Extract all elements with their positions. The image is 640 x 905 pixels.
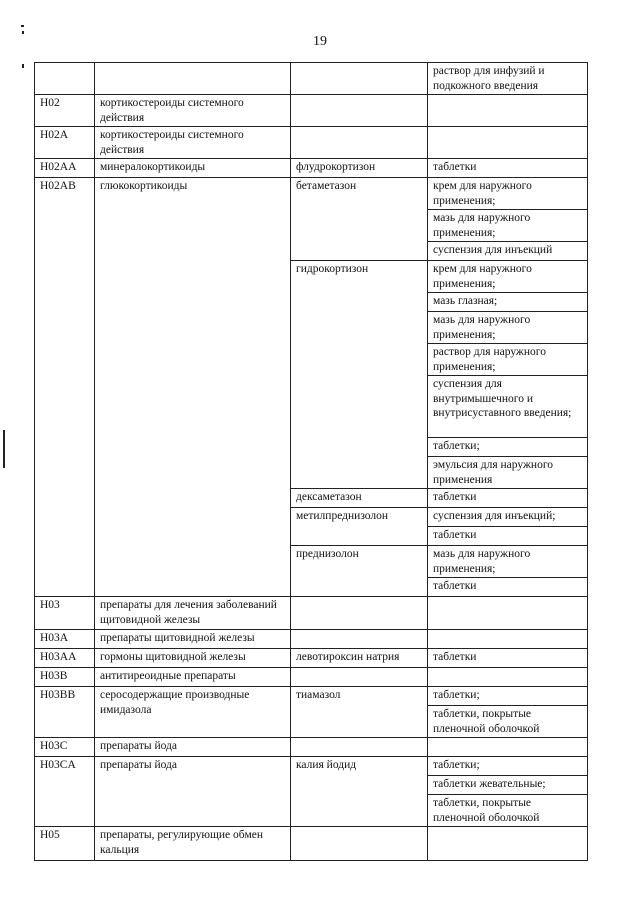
group-name-cell bbox=[95, 63, 291, 95]
group-name-cell: препараты, регулирующие обмен кальция bbox=[95, 827, 291, 861]
dosage-form-cell: крем для наружного применения; bbox=[428, 178, 588, 210]
atc-code-cell: H02 bbox=[35, 95, 95, 127]
drug-name-cell: калия йодид bbox=[291, 757, 428, 827]
drug-name-cell: преднизолон bbox=[291, 546, 428, 597]
dosage-form-cell: раствор для наружного применения; bbox=[428, 344, 588, 376]
dosage-form-cell: мазь для наружного применения; bbox=[428, 312, 588, 344]
drug-name-cell bbox=[291, 630, 428, 649]
dosage-form-cell: таблетки; bbox=[428, 757, 588, 776]
drug-name-cell bbox=[291, 63, 428, 95]
medication-table bbox=[34, 62, 588, 861]
dosage-form-cell: таблетки, покрытые пленочной оболочкой bbox=[428, 706, 588, 738]
scan-mark bbox=[3, 430, 5, 468]
dosage-form-cell bbox=[428, 95, 588, 127]
group-name-cell: глюкокортикоиды bbox=[95, 178, 291, 597]
dosage-form-cell: таблетки, покрытые пленочной оболочкой bbox=[428, 795, 588, 827]
atc-code-cell bbox=[35, 63, 95, 95]
group-name-cell: антитиреоидные препараты bbox=[95, 668, 291, 687]
drug-name-cell: гидрокортизон bbox=[291, 261, 428, 489]
atc-code-cell: H05 bbox=[35, 827, 95, 861]
dosage-form-cell bbox=[428, 827, 588, 861]
table-row bbox=[35, 649, 588, 668]
group-name-cell: кортикостероиды системного действия bbox=[95, 127, 291, 159]
dosage-form-cell bbox=[428, 668, 588, 687]
table-row bbox=[35, 597, 588, 630]
table-row bbox=[35, 95, 588, 127]
dosage-form-cell: мазь глазная; bbox=[428, 293, 588, 312]
dosage-form-cell: таблетки bbox=[428, 159, 588, 178]
table-row bbox=[35, 757, 588, 776]
drug-name-cell: бетаметазон bbox=[291, 178, 428, 261]
dosage-form-cell: таблетки; bbox=[428, 438, 588, 457]
dosage-form-cell: таблетки bbox=[428, 527, 588, 546]
dosage-form-cell: таблетки bbox=[428, 578, 588, 597]
dosage-form-cell: таблетки bbox=[428, 649, 588, 668]
atc-code-cell: H03C bbox=[35, 738, 95, 757]
dosage-form-cell: эмульсия для наружного применения bbox=[428, 457, 588, 489]
dosage-form-cell bbox=[428, 597, 588, 630]
group-name-cell: кортикостероиды системного действия bbox=[95, 95, 291, 127]
dosage-form-cell: крем для наружного применения; bbox=[428, 261, 588, 293]
group-name-cell: препараты йода bbox=[95, 757, 291, 827]
atc-code-cell: H03 bbox=[35, 597, 95, 630]
dosage-form-cell: таблетки bbox=[428, 489, 588, 508]
dosage-form-cell bbox=[428, 127, 588, 159]
table-row bbox=[35, 827, 588, 861]
scan-mark bbox=[22, 31, 24, 34]
drug-name-cell bbox=[291, 827, 428, 861]
drug-name-cell bbox=[291, 738, 428, 757]
group-name-cell: серосодержащие производные имидазола bbox=[95, 687, 291, 738]
atc-code-cell: H02AA bbox=[35, 159, 95, 178]
drug-name-cell bbox=[291, 668, 428, 687]
group-name-cell: минералокортикоиды bbox=[95, 159, 291, 178]
group-name-cell: препараты йода bbox=[95, 738, 291, 757]
table-row bbox=[35, 738, 588, 757]
drug-name-cell: флудрокортизон bbox=[291, 159, 428, 178]
atc-code-cell: H03A bbox=[35, 630, 95, 649]
table-row bbox=[35, 159, 588, 178]
table-row bbox=[35, 178, 588, 210]
table-row bbox=[35, 668, 588, 687]
dosage-form-cell: таблетки жевательные; bbox=[428, 776, 588, 795]
dosage-form-cell: мазь для наружного применения; bbox=[428, 546, 588, 578]
drug-name-cell: дексаметазон bbox=[291, 489, 428, 508]
drug-name-cell bbox=[291, 95, 428, 127]
dosage-form-cell: суспензия для внутримышечного и внутрисуставного введения; bbox=[428, 376, 588, 438]
dosage-form-cell: мазь для наружного применения; bbox=[428, 210, 588, 242]
atc-code-cell: H02A bbox=[35, 127, 95, 159]
drug-name-cell bbox=[291, 597, 428, 630]
scan-mark bbox=[21, 25, 24, 27]
dosage-form-cell bbox=[428, 738, 588, 757]
dosage-form-cell: суспензия для инъекций bbox=[428, 242, 588, 261]
atc-code-cell: H02AB bbox=[35, 178, 95, 597]
table-row bbox=[35, 687, 588, 706]
dosage-form-cell: суспензия для инъекций; bbox=[428, 508, 588, 527]
table-row bbox=[35, 63, 588, 95]
group-name-cell: гормоны щитовидной железы bbox=[95, 649, 291, 668]
group-name-cell: препараты для лечения заболеваний щитовидной железы bbox=[95, 597, 291, 630]
dosage-form-cell: таблетки; bbox=[428, 687, 588, 706]
drug-name-cell: тиамазол bbox=[291, 687, 428, 738]
table-row bbox=[35, 127, 588, 159]
drug-name-cell: метилпреднизолон bbox=[291, 508, 428, 546]
table-row bbox=[35, 630, 588, 649]
drug-name-cell: левотироксин натрия bbox=[291, 649, 428, 668]
atc-code-cell: H03CA bbox=[35, 757, 95, 827]
atc-code-cell: H03BB bbox=[35, 687, 95, 738]
page-number: 19 bbox=[313, 34, 327, 49]
drug-name-cell bbox=[291, 127, 428, 159]
atc-code-cell: H03AA bbox=[35, 649, 95, 668]
scan-mark bbox=[22, 64, 24, 68]
dosage-form-cell: раствор для инфузий и подкожного введения bbox=[428, 63, 588, 95]
group-name-cell: препараты щитовидной железы bbox=[95, 630, 291, 649]
atc-code-cell: H03B bbox=[35, 668, 95, 687]
dosage-form-cell bbox=[428, 630, 588, 649]
